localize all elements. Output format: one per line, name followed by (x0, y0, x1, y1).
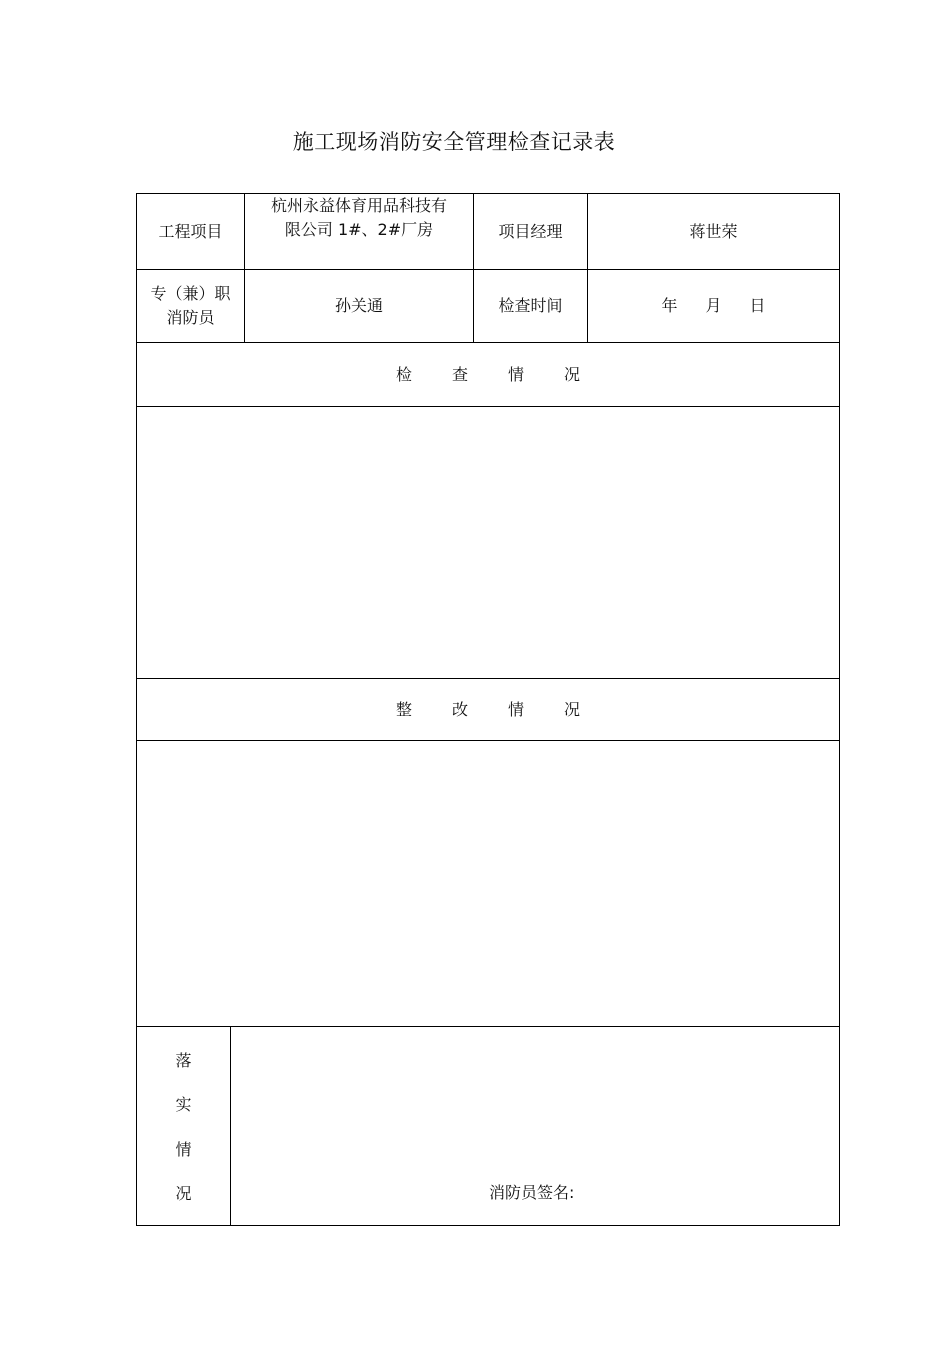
date-year: 年 (661, 296, 678, 315)
inspect-time-label-text: 检查时间 (498, 296, 563, 315)
implementation-char: 实 (175, 1095, 192, 1115)
firefighter-value-text: 孙关通 (334, 296, 383, 315)
implementation-char: 况 (175, 1184, 192, 1204)
project-value-line2: 限公司 1#、2#厂房 (284, 220, 434, 239)
firefighter-label-line2: 消防员 (166, 308, 215, 327)
manager-value (588, 194, 839, 269)
project-value (245, 194, 473, 269)
rectification-section-header (137, 679, 839, 740)
implementation-char: 落 (175, 1050, 192, 1070)
firefighter-label-line1: 专（兼）职 (150, 284, 231, 303)
date-month: 月 (705, 296, 722, 315)
rectification-content-area[interactable] (137, 741, 839, 1026)
project-label-text: 工程项目 (158, 221, 223, 241)
manager-label (474, 194, 587, 269)
firefighter-label (137, 270, 244, 342)
inspect-time-label (474, 270, 587, 342)
inspection-section-header (137, 343, 839, 406)
inspection-content-area[interactable] (137, 407, 839, 678)
rectification-section-title: 整改情况 (395, 699, 620, 719)
implementation-label (137, 1027, 230, 1225)
firefighter-signature-label: 消防员签名: (489, 1183, 575, 1202)
page-title: 施工现场消防安全管理检查记录表 (292, 130, 616, 154)
manager-label-text: 项目经理 (498, 221, 563, 241)
implementation-char: 情 (175, 1139, 192, 1159)
date-day: 日 (749, 296, 766, 315)
project-label (137, 194, 244, 269)
inspect-date (588, 270, 839, 342)
project-value-line1: 杭州永益体育用品科技有 (270, 196, 447, 215)
manager-value-text: 蒋世荣 (689, 221, 738, 241)
firefighter-value (245, 270, 473, 342)
inspection-section-title: 检查情况 (395, 364, 620, 384)
